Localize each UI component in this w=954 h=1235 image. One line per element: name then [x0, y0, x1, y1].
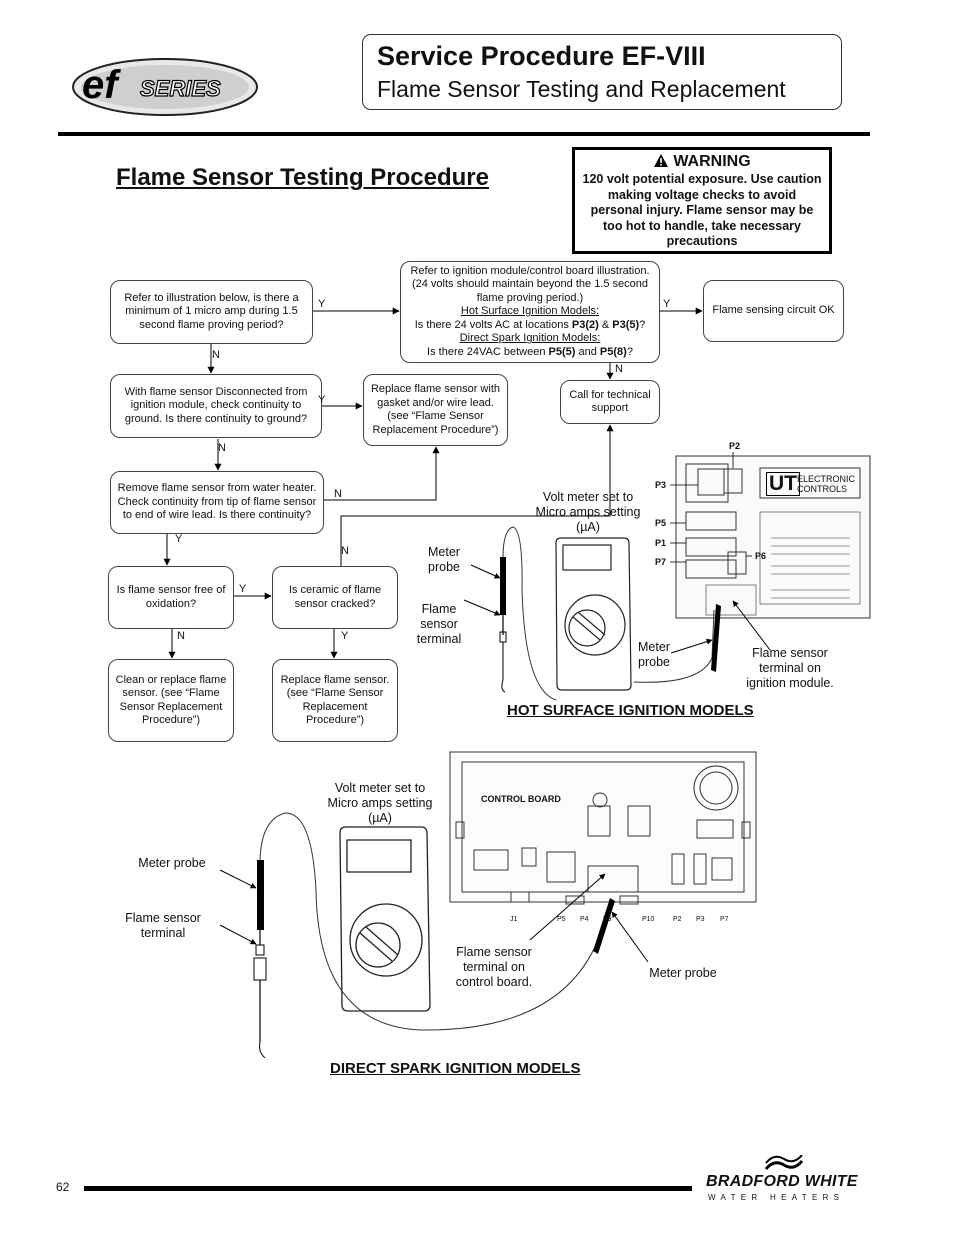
- board-connector-p7: P7: [720, 916, 729, 923]
- dsi-meter-probe-2-label: Meter probe: [649, 966, 717, 980]
- brand-subtitle: WATER HEATERS: [708, 1193, 845, 1202]
- page-title: Service Procedure EF-VIII: [377, 41, 706, 71]
- dsi-illustration: [0, 740, 954, 1060]
- brand-name: BRADFORD WHITE: [706, 1173, 858, 1190]
- no-label: N: [334, 488, 342, 500]
- hsi-meter-probe-label: Meter probe: [428, 545, 460, 574]
- no-label: N: [615, 363, 623, 375]
- control-board-label: CONTROL BOARD: [481, 794, 561, 804]
- connector-p5: P5: [655, 518, 667, 528]
- board-connector-p5: P5: [557, 916, 566, 923]
- question-continuity-wire: Remove flame sensor from water heater. Check continuity from tip of flame sensor to end of wire lead. Is there continuity?: [110, 471, 324, 534]
- action-clean-or-replace: Clean or replace flame sensor. (see “Flame Sensor Replacement Procedure”): [108, 659, 234, 742]
- hsi-meter-probe-2-label: Meter probe: [638, 640, 670, 669]
- yes-label: Y: [318, 394, 326, 406]
- question-oxidation: Is flame sensor free of oxidation?: [108, 566, 234, 629]
- yes-label: Y: [239, 583, 247, 595]
- no-label: N: [212, 349, 220, 361]
- hsi-flame-sensor-terminal-label: Flame sensor terminal: [416, 602, 462, 646]
- warning-text: 120 volt potential exposure. Use caution making voltage checks to avoid personal injury. Flame sensor may be too hot to handle, take necessary precautions: [582, 172, 822, 248]
- board-connector-p3: P3: [696, 916, 705, 923]
- yes-label: Y: [175, 533, 183, 545]
- meter-probe-dsi-left: [254, 860, 266, 1058]
- meter-probe-dsi-right: [593, 898, 615, 954]
- footer-rule: [84, 1186, 692, 1191]
- meter-probe-hsi-left: [500, 557, 506, 692]
- dsi-flame-sensor-terminal-label: Flame sensor terminal: [125, 911, 201, 940]
- question-ceramic-cracked: Is ceramic of flame sensor cracked?: [272, 566, 398, 629]
- no-label: N: [341, 545, 349, 557]
- board-connector-p9: P9: [603, 916, 612, 923]
- no-label: N: [177, 630, 185, 642]
- action-replace-with-gasket: Replace flame sensor with gasket and/or wire lead. (see “Flame Sensor Replacement Procedure”): [363, 374, 508, 446]
- warning-title: WARNING: [673, 153, 751, 170]
- hsi-terminal-on-module-label: Flame sensor terminal on ignition module.: [746, 646, 834, 690]
- page-subtitle: Flame Sensor Testing and Replacement: [377, 76, 786, 102]
- action-call-support: Call for technical support: [560, 380, 660, 424]
- connector-p1: P1: [655, 538, 667, 548]
- yes-label: Y: [663, 298, 671, 310]
- connector-p7: P7: [655, 557, 667, 567]
- board-connector-p2: P2: [673, 916, 682, 923]
- voltmeter-hsi: [556, 538, 631, 690]
- result-circuit-ok: Flame sensing circuit OK: [703, 280, 844, 342]
- question-24-volts: Refer to ignition module/control board illustration.(24 volts should maintain beyond the 1.5 second flame proving period.) Hot Surface Ignition Models: Is there 24 volts AC at locations P3(2) & P3(5)? Direct Spark Ignition Models: Is there 24VAC between P5(5) and P5(8)?: [400, 261, 660, 363]
- dsi-terminal-on-board-label: Flame sensor terminal on control board.: [455, 945, 533, 989]
- connector-p6: P6: [755, 551, 767, 561]
- brand-flag-icon: [764, 1155, 804, 1173]
- connector-p2: P2: [729, 441, 741, 451]
- svg-text:ef: ef: [82, 63, 118, 107]
- hsi-section-label: HOT SURFACE IGNITION MODELS: [507, 702, 754, 719]
- voltmeter-dsi: [340, 827, 430, 1011]
- board-connector-p4: P4: [580, 916, 589, 923]
- module-title: ELECTRONIC CONTROLS: [797, 474, 856, 494]
- dsi-meter-probe-label: Meter probe: [138, 856, 206, 870]
- board-connector-j1: J1: [510, 916, 518, 923]
- module-brand: UT: [766, 472, 800, 496]
- yes-label: Y: [318, 298, 326, 310]
- yes-label: Y: [341, 630, 349, 642]
- question-continuity-ground: With flame sensor Disconnected from ignition module, check continuity to ground. Is there continuity to ground?: [110, 374, 322, 438]
- connector-p3: P3: [655, 480, 667, 490]
- no-label: N: [218, 442, 226, 454]
- page-number: 62: [56, 1180, 70, 1194]
- section-heading: Flame Sensor Testing Procedure: [116, 164, 489, 191]
- svg-text:SERIES: SERIES: [140, 76, 221, 101]
- question-micro-amp: Refer to illustration below, is there a minimum of 1 micro amp during 1.5 second flame proving period?: [110, 280, 313, 344]
- hsi-voltmeter-label: Volt meter set to Micro amps setting (µA): [535, 490, 641, 534]
- control-board: [450, 752, 756, 904]
- dsi-voltmeter-label: Volt meter set to Micro amps setting (µA): [327, 781, 433, 825]
- action-replace-sensor: Replace flame sensor. (see “Flame Sensor Replacement Procedure”): [272, 659, 398, 742]
- dsi-section-label: DIRECT SPARK IGNITION MODELS: [330, 1060, 581, 1077]
- board-connector-p10: P10: [642, 916, 655, 923]
